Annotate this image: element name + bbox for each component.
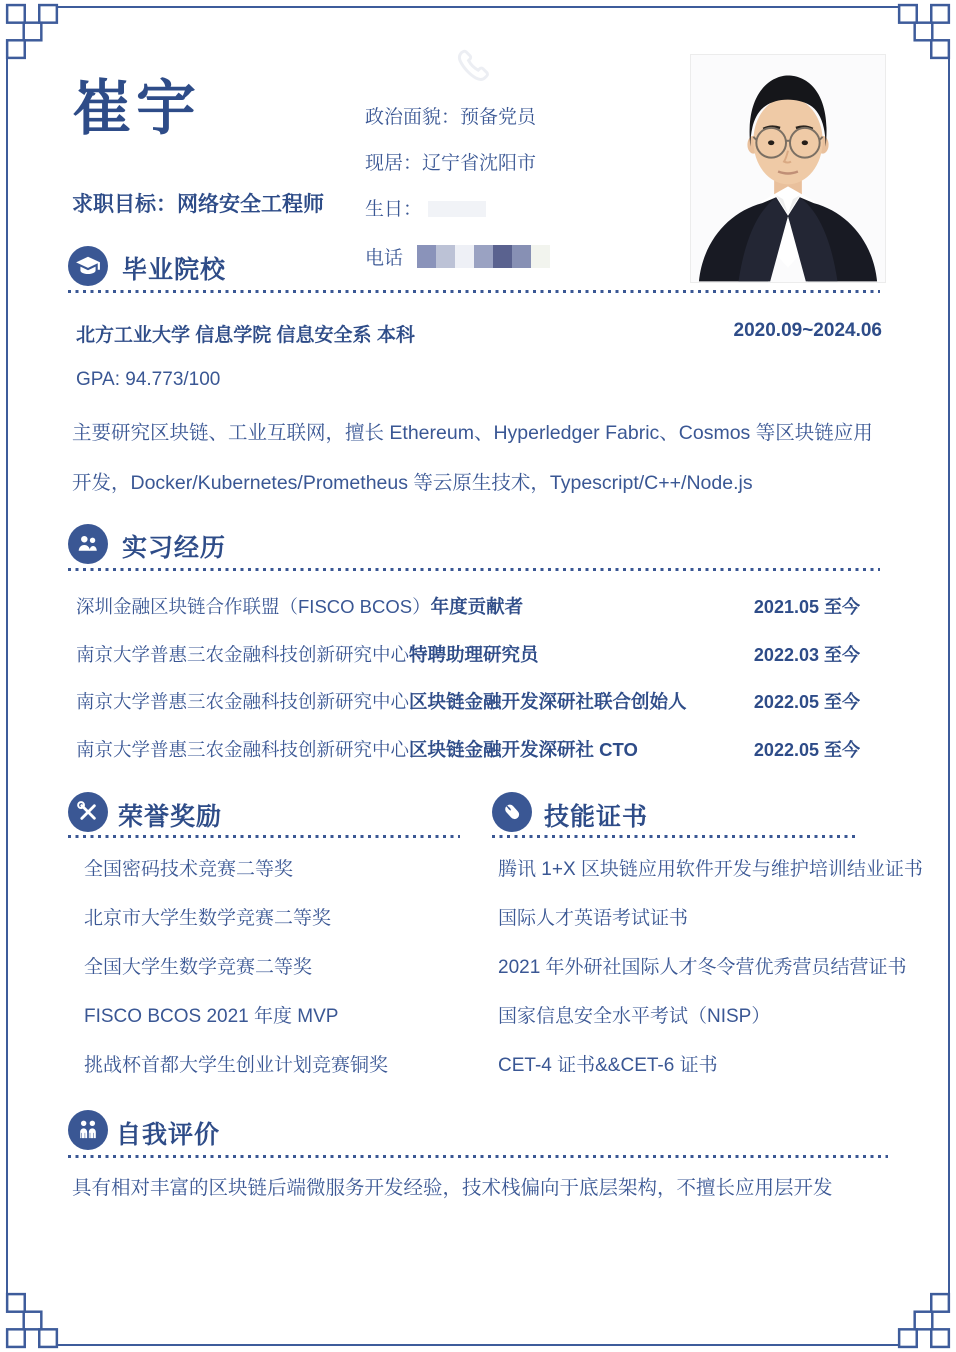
internship-date: 2022.03 至今 bbox=[753, 644, 860, 665]
corner-ornament-top-right bbox=[897, 3, 951, 61]
certificates-list bbox=[498, 854, 923, 1099]
corner-ornament-bottom-left bbox=[5, 1291, 59, 1349]
crossed-tools-icon bbox=[68, 792, 108, 832]
internship-row bbox=[76, 593, 860, 621]
profile-photo bbox=[690, 54, 886, 283]
gpa-value: GPA: 94.773/100 bbox=[76, 369, 221, 390]
section-title-awards: 荣誉奖励 bbox=[118, 803, 223, 831]
internship-title: 南京大学普惠三农金融科技创新研究中心区块链金融开发深研社 CTO bbox=[76, 738, 638, 760]
certificate-item: 2021 年外研社国际人才冬令营优秀营员结营证书 bbox=[498, 957, 907, 978]
internship-date: 2021.05 至今 bbox=[753, 597, 860, 617]
education-date-range: 2020.09~2024.06 bbox=[733, 320, 882, 341]
awards-list bbox=[84, 854, 388, 1099]
certificate-item: 国际人才英语考试证书 bbox=[498, 908, 689, 929]
border-line-right bbox=[948, 57, 950, 1295]
birthday-redacted-area bbox=[428, 201, 486, 217]
certificate-item: 国家信息安全水平考试（NISP） bbox=[498, 1006, 771, 1027]
section-title-certificates: 技能证书 bbox=[544, 803, 649, 831]
internship-list bbox=[76, 593, 860, 783]
birthday-row bbox=[365, 194, 486, 221]
internship-row bbox=[76, 641, 860, 669]
award-item: FISCO BCOS 2021 年度 MVP bbox=[84, 1006, 339, 1027]
dotted-rule-awards bbox=[68, 835, 460, 838]
phone-label: 电话 bbox=[365, 248, 404, 269]
internship-date: 2022.05 至今 bbox=[753, 692, 860, 712]
internship-title: 南京大学普惠三农金融科技创新研究中心区块链金融开发深研社联合创始人 bbox=[76, 691, 687, 712]
people-meeting-icon bbox=[68, 524, 108, 564]
education-school-row bbox=[76, 320, 882, 347]
border-line-left bbox=[6, 57, 8, 1295]
dotted-rule-certificates bbox=[492, 835, 855, 838]
job-objective: 求职目标：网络安全工程师 bbox=[72, 193, 324, 216]
section-title-education: 毕业院校 bbox=[122, 256, 227, 284]
phone-redacted-mosaic bbox=[417, 245, 550, 268]
award-item: 挑战杯首都大学生创业计划竞赛铜奖 bbox=[84, 1055, 389, 1076]
award-item: 全国大学生数学竞赛二等奖 bbox=[84, 957, 313, 978]
certificate-item: 腾讯 1+X 区块链应用软件开发与维护培训结业证书 bbox=[498, 859, 923, 880]
internship-date: 2022.05 至今 bbox=[753, 739, 860, 760]
corner-ornament-top-left bbox=[5, 3, 59, 61]
self-evaluation-text: 具有相对丰富的区块链后端微服务开发经验，技术栈偏向于底层架构，不擅长应用层开发 bbox=[72, 1177, 833, 1199]
internship-title: 深圳金融区块链合作联盟（FISCO BCOS）年度贡献者 bbox=[76, 596, 524, 617]
computer-mouse-icon bbox=[492, 792, 532, 832]
internship-title: 南京大学普惠三农金融科技创新研究中心特聘助理研究员 bbox=[76, 643, 539, 665]
residence: 现居：辽宁省沈阳市 bbox=[365, 153, 537, 174]
dotted-rule-self-evaluation bbox=[68, 1155, 888, 1158]
dotted-rule-education bbox=[68, 290, 880, 293]
school-line: 北方工业大学 信息学院 信息安全系 本科 bbox=[76, 325, 415, 346]
section-title-internship: 实习经历 bbox=[122, 534, 227, 562]
award-item: 全国密码技术竞赛二等奖 bbox=[84, 859, 294, 880]
internship-row bbox=[76, 688, 860, 716]
education-description: 主要研究区块链、工业互联网，擅长 Ethereum、Hyperledger Fabric、Cosmos 等区块链应用开发，Docker/Kubernetes/Prometheus 等云原生技术，Typescript/C++/Node.js bbox=[72, 422, 873, 494]
section-title-self-evaluation: 自我评价 bbox=[116, 1121, 221, 1149]
political-status: 政治面貌：预备党员 bbox=[365, 107, 537, 128]
border-line-top bbox=[57, 6, 899, 8]
birthday-label: 生日： bbox=[365, 199, 423, 220]
certificate-item: CET-4 证书&&CET-6 证书 bbox=[498, 1055, 718, 1076]
internship-row bbox=[76, 736, 860, 764]
two-people-icon bbox=[68, 1110, 108, 1150]
graduation-cap-icon bbox=[68, 246, 108, 286]
corner-ornament-bottom-right bbox=[897, 1291, 951, 1349]
phone-row bbox=[365, 243, 550, 270]
dotted-rule-internship bbox=[68, 568, 880, 571]
phone-receiver-icon bbox=[452, 46, 496, 90]
award-item: 北京市大学生数学竞赛二等奖 bbox=[84, 908, 332, 929]
border-line-bottom bbox=[57, 1344, 899, 1346]
candidate-name: 崔宇 bbox=[72, 75, 200, 142]
